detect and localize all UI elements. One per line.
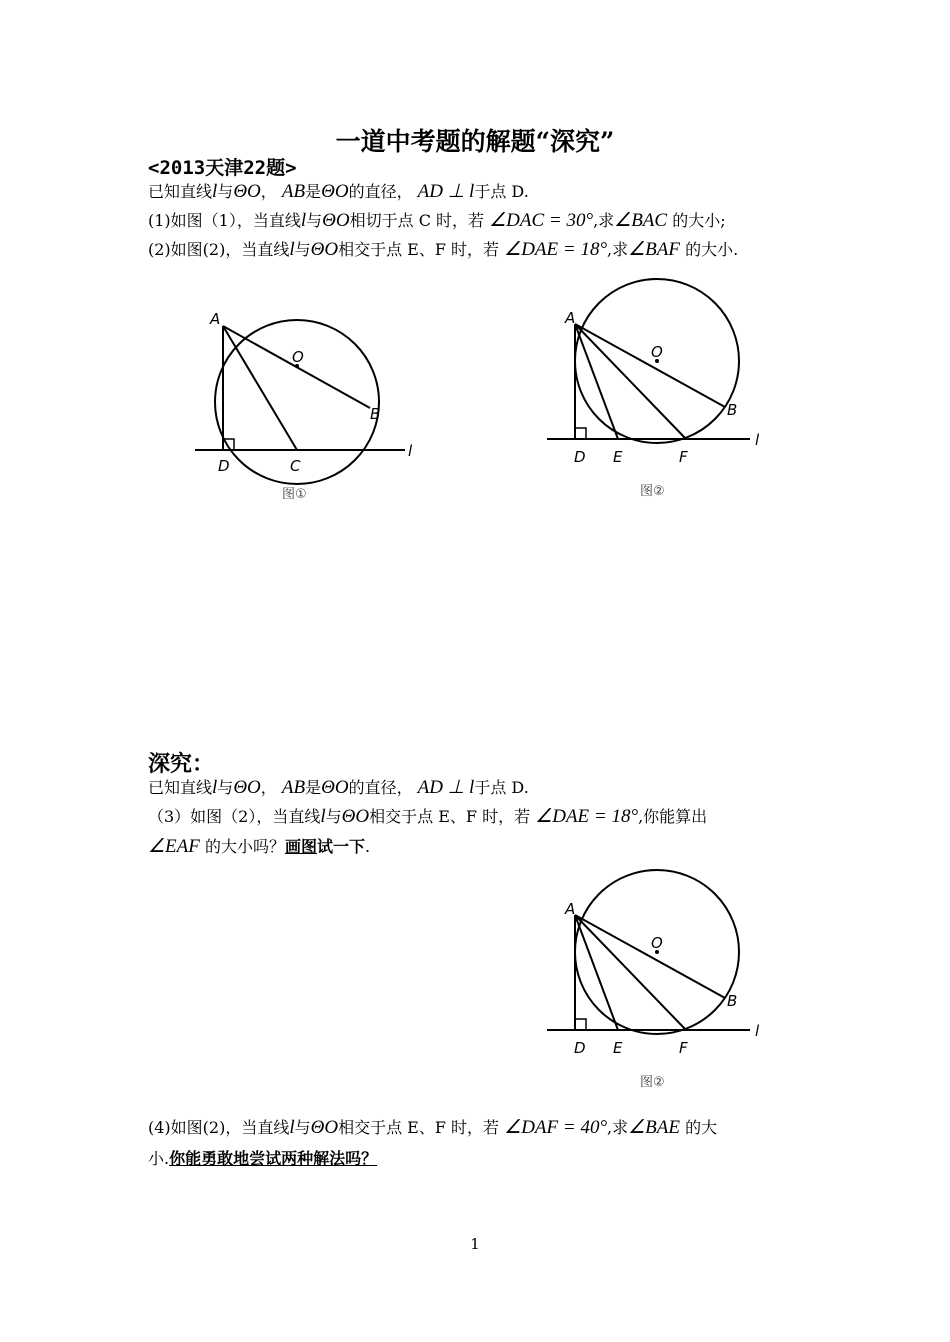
label-o: O bbox=[651, 343, 663, 361]
question-4-cont: 小.你能勇敢地尝试两种解法吗？ bbox=[148, 1149, 378, 1168]
figure-2-repeat bbox=[545, 866, 775, 1096]
problem-source: <2013天津22题> bbox=[148, 157, 297, 179]
question-3-cont: ∠EAF 的大小吗？画图试一下. bbox=[148, 836, 371, 857]
question-2: (2)如图(2)，当直线l与ΘO相交于点 E、F 时，若 ∠DAE = 18°,求∠BAF 的大小. bbox=[148, 239, 739, 260]
diameter-ab bbox=[575, 324, 725, 407]
figure-1-caption: 图① bbox=[282, 487, 307, 502]
label-b: B bbox=[727, 992, 738, 1010]
label-l: l bbox=[408, 442, 413, 460]
label-e: E bbox=[613, 448, 623, 466]
section-heading: 深究： bbox=[148, 751, 215, 777]
segment-ac bbox=[223, 326, 297, 450]
question-1: (1)如图（1），当直线l与ΘO相切于点 C 时，若 ∠DAC = 30°,求∠BAC 的大小; bbox=[148, 210, 726, 231]
given-statement-2: 已知直线l与ΘO， AB是ΘO的直径， AD ⊥ l于点 D. bbox=[148, 777, 529, 798]
figure-2 bbox=[545, 275, 775, 505]
page-title: 一道中考题的解题“深究” bbox=[335, 127, 615, 156]
label-a: A bbox=[565, 309, 576, 327]
diameter-ab bbox=[575, 915, 725, 998]
label-a: A bbox=[565, 900, 576, 918]
label-d: D bbox=[574, 1039, 586, 1057]
segment-ae bbox=[575, 324, 618, 439]
label-l: l bbox=[755, 431, 760, 449]
label-o: O bbox=[292, 348, 304, 366]
label-d: D bbox=[218, 457, 230, 475]
right-angle-mark bbox=[575, 1019, 586, 1030]
figure-2-caption: 图② bbox=[640, 484, 665, 499]
segment-ae bbox=[575, 915, 618, 1030]
figure-2-caption: 图② bbox=[640, 1075, 665, 1090]
label-l: l bbox=[755, 1022, 760, 1040]
label-f: F bbox=[679, 1039, 688, 1057]
label-e: E bbox=[613, 1039, 623, 1057]
label-f: F bbox=[679, 448, 688, 466]
question-3: （3）如图（2），当直线l与ΘO相交于点 E、F 时，若 ∠DAE = 18°,你能算出 bbox=[148, 806, 708, 827]
label-d: D bbox=[574, 448, 586, 466]
label-a: A bbox=[210, 310, 221, 328]
label-o: O bbox=[651, 934, 663, 952]
label-b: B bbox=[370, 405, 381, 423]
segment-af bbox=[575, 915, 686, 1030]
label-b: B bbox=[727, 401, 738, 419]
label-c: C bbox=[290, 457, 301, 475]
right-angle-mark bbox=[575, 428, 586, 439]
figure-1 bbox=[190, 280, 420, 505]
question-4: (4)如图(2)，当直线l与ΘO相交于点 E、F 时，若 ∠DAF = 40°,求∠BAE 的大 bbox=[148, 1117, 718, 1138]
given-statement: 已知直线l与ΘO， AB是ΘO的直径， AD ⊥ l于点 D. bbox=[148, 181, 529, 202]
segment-af bbox=[575, 324, 686, 439]
page-number: 1 bbox=[470, 1235, 480, 1253]
